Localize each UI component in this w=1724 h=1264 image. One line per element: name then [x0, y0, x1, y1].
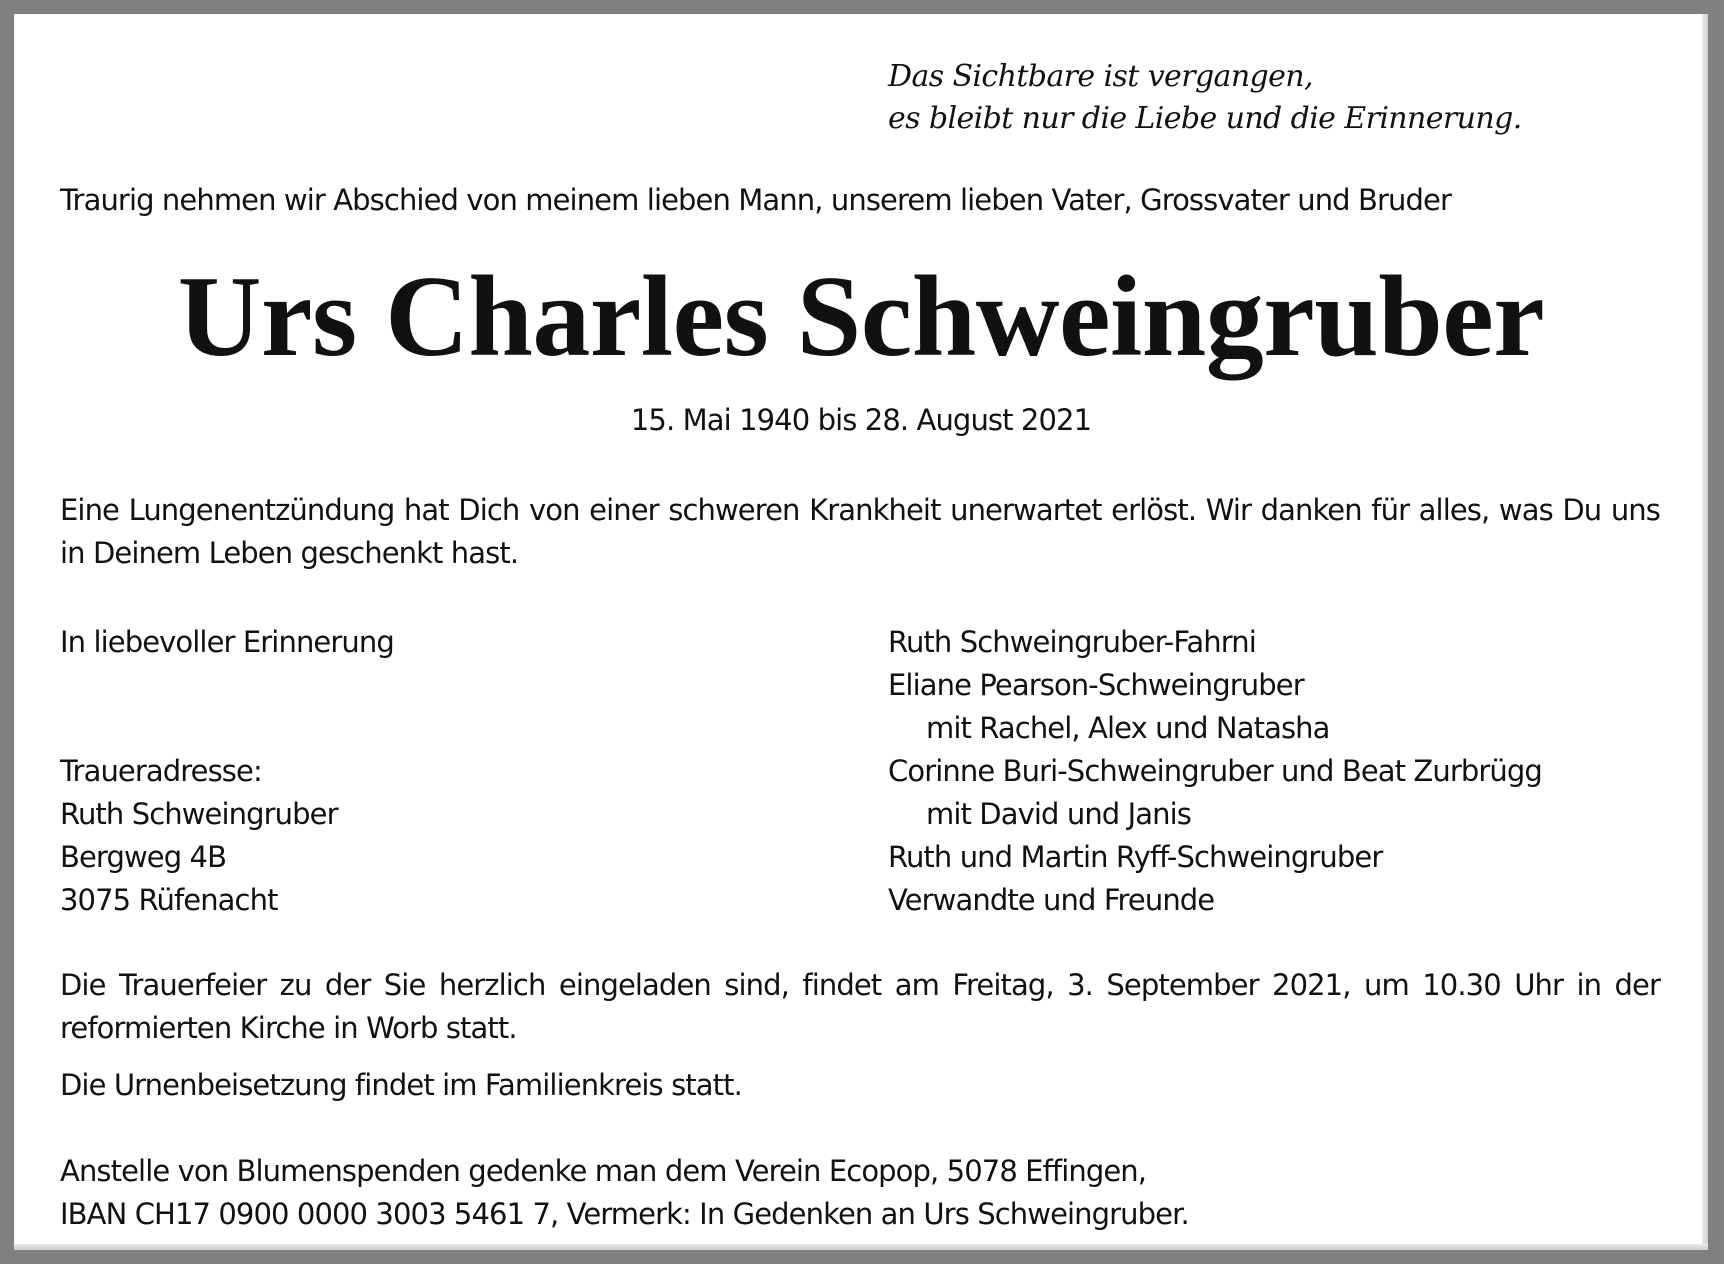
motto-quote: [888, 56, 1668, 140]
mourner-item: Ruth Schweingruber-Fahrni: [888, 625, 1256, 659]
address-name: Ruth Schweingruber: [60, 797, 338, 831]
page-shadow-right: [1702, 14, 1708, 1250]
intro-text: Traurig nehmen wir Abschied von meinem lieben Mann, unserem lieben Vater, Grossvater und Bruder: [60, 183, 1451, 217]
donation-line-1: Anstelle von Blumenspenden gedenke man dem Verein Ecopop, 5078 Effingen,: [60, 1154, 1147, 1188]
mourner-item: Eliane Pearson-Schweingruber: [888, 668, 1304, 702]
address-street: Bergweg 4B: [60, 840, 227, 874]
mourner-item: Ruth und Martin Ryff-Schweingruber: [888, 840, 1383, 874]
illness-paragraph: Eine Lungenentzündung hat Dich von einer schweren Krankheit unerwartet erlöst. Wir danken für alles, was Du uns in Deinem Leben geschenkt hast.: [60, 493, 1660, 570]
urn-paragraph: Die Urnenbeisetzung findet im Familienkreis statt.: [60, 1068, 742, 1102]
life-dates: 15. Mai 1940 bis 28. August 2021: [630, 403, 1092, 437]
address-city: 3075 Rüfenacht: [60, 883, 278, 917]
mourners-list: [888, 621, 1688, 922]
mourner-item: mit David und Janis: [926, 797, 1191, 831]
left-column: [60, 621, 820, 922]
service-paragraph: Die Trauerfeier zu der Sie herzlich eingeladen sind, findet am Freitag, 3. September 2021, um 10.30 Uhr in der reformierten Kirche in Worb statt.: [60, 968, 1660, 1045]
donation-line-2: IBAN CH17 0900 0000 3003 5461 7, Vermerk: In Gedenken an Urs Schweingruber.: [60, 1197, 1189, 1231]
address-label: Traueradresse:: [60, 754, 262, 788]
memory-line: In liebevoller Erinnerung: [60, 625, 394, 659]
motto-line-1: Das Sichtbare ist vergangen,: [888, 59, 1313, 94]
deceased-name: Urs Charles Schweingruber: [177, 253, 1545, 381]
motto-line-2: es bleibt nur die Liebe und die Erinnerung.: [888, 101, 1522, 136]
page-shadow-bottom: [14, 1244, 1708, 1250]
obituary-page: [14, 14, 1708, 1250]
donation-paragraph: [60, 1150, 1660, 1236]
mourner-item: mit Rachel, Alex und Natasha: [926, 711, 1330, 745]
mourner-item: Verwandte und Freunde: [888, 883, 1215, 917]
mourner-item: Corinne Buri-Schweingruber und Beat Zurbrügg: [888, 754, 1542, 788]
